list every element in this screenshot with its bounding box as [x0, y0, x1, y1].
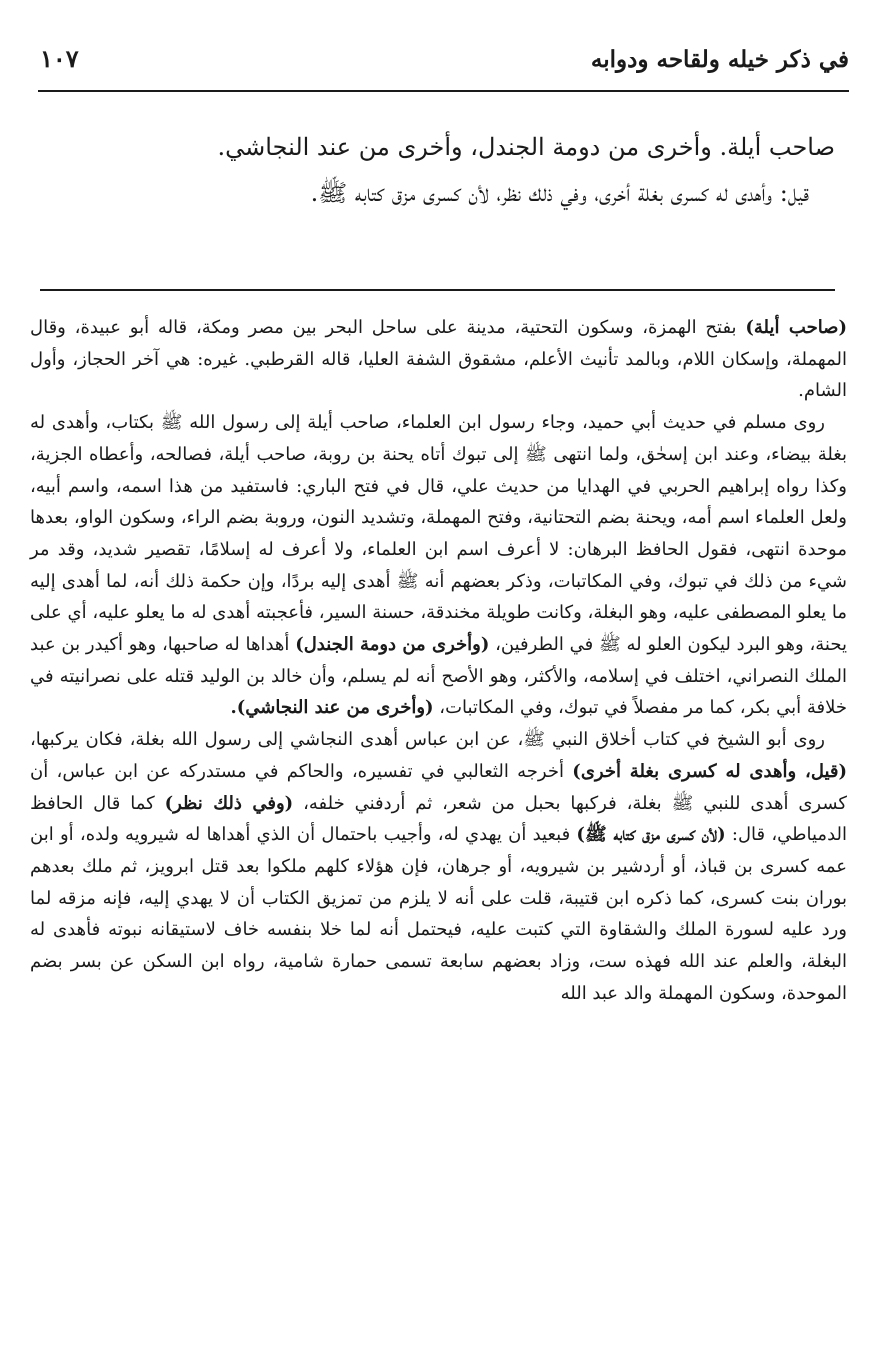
commentary-text: أخرجه الثعالبي في تفسيره، والحاكم في مستدركه عن ابن عباس، أن كسرى أهدى للنبي ﷺ بغلة، فركبها بحبل من شعر، ثم أردفني خلفه،: [30, 760, 847, 814]
running-title: في ذكر خيله ولقاحه ودوابه: [590, 46, 849, 73]
main-paragraph: صاحب أيلة. وأخرى من دومة الجندل، وأخرى من عند النجاشي.: [217, 133, 835, 161]
lemma: (وأخرى من عند النجاشي).: [230, 697, 434, 719]
lemma: (لأن كسرى مزق كتابه ﷺ): [576, 824, 726, 846]
commentary-text: فبعيد أن يهدي له، وأجيب باحتمال أن الذي أهداها له شيرويه ولده، أو ابن عمه كسرى بن قباذ، أو أردشير بن شيرويه، أو جرهان، فإن هؤلاء كلهم ملكوا بعد قتل ابرويز، ثم ملك بعدهم بوران بنت كسرى، كما ذكره ابن قتيبة، قلت على أنه لا يلزم من تمزيق الكتاب أن لا يهدي إليه، فإنه مزقه لما ورد عليه لسورة الملك والشقاوة التي كتبت عليه، فيحتمل أنه لما خلا بنفسه خاف لاستيقانه نبوته فأهدى له البغلة، والعلم عند الله فهذه ست، وزاد بعضهم سابعة تسمى حمارة شامية، رواه ابن السكن عن بسر بضم الموحدة، وسكون المهملة والد عبد الله: [30, 824, 847, 1004]
page-number: ١٠٧: [40, 44, 79, 73]
main-paragraph: قيل: وأهدى له كسرى بغلة أخرى، وفي ذلك نظر، لأن كسرى مزق كتابه ﷺ.: [310, 179, 809, 207]
main-text: [40, 124, 835, 216]
commentary-text: روى مسلم في حديث أبي حميد، وجاء رسول ابن العلماء، صاحب أيلة إلى رسول الله ﷺ بكتاب، وأهدى له بغلة بيضاء، وعند ابن إسحٰق، ولما انتهى ﷺ إلى تبوك أتاه يحنة بن روبة، صاحب أيلة، فصالحه، وأعطاه الجزية، وكذا رواه إبراهيم الحربي في الهدايا من حديث علي، قال في فتح الباري: فاستفيد من هذا اسمه، واسم أبيه، ولعل العلماء اسم أمه، ويحنة بضم التحتانية، وفتح المهملة، وتشديد النون، وروبة بضم الراء، وسكون الواو، بعدها موحدة انتهى، فقول الحافظ البرهان: لا أعرف اسم ابن العلماء، ولا أعرف له إسلامًا، تقصير شديد، وقد مر شيء من ذلك في تبوك، وفي المكاتبات، وذكر بعضهم أنه ﷺ أهدى إليه بردًا، وإن حكمة ذلك أنه، لما أهدى إليه ما يعلو المصطفى عليه، وهو البغلة، وكانت طويلة مخندقة، حسنة السير، فأعجبته أهدى له ما يعلو عليه، أي على يحنة، وهو البرد ليكون العلو له ﷺ في الطرفين،: [30, 412, 847, 656]
lemma: (صاحب أيلة): [745, 317, 847, 338]
lemma: (قيل، وأهدى له كسرى بغلة أخرى): [572, 760, 847, 782]
commentary-paragraph: [30, 724, 847, 1009]
commentary-text: كما قال الحافظ الدمياطي، قال:: [30, 792, 848, 846]
lemma: (وأخرى من دومة الجندل): [295, 634, 490, 656]
commentary-separator: [40, 289, 835, 291]
lemma: (وفي ذلك نظر): [164, 792, 294, 814]
commentary: [30, 312, 847, 1009]
header-rule: [38, 90, 849, 92]
commentary-text: روى أبو الشيخ في كتاب أخلاق النبي ﷺ، عن ابن عباس أهدى النجاشي إلى رسول الله بغلة، فكان يركبها،: [30, 729, 825, 751]
commentary-text: أهداها له صاحبها، وهو أكيدر بن عبد الملك النصراني، اختلف في إسلامه، والأكثر، وهو الأصح أنه لم يسلم، وأن خالد بن الوليد قتله على نصرانيته في خلافة أبي بكر، كما مر مفصلاً في تبوك، وفي المكاتبات،: [30, 634, 847, 719]
commentary-text: بفتح الهمزة، وسكون التحتية، مدينة على ساحل البحر بين مصر ومكة، قاله أبو عبيدة، وقال المهملة، وإسكان اللام، وبالمد تأنيث الأعلم، مشقوق الشفة العليا، قاله القرطبي. غيره: هي آخر الحجاز، وأول الشام.: [30, 317, 847, 402]
commentary-paragraph: [30, 312, 847, 407]
commentary-paragraph: [30, 407, 847, 724]
running-header: [40, 44, 849, 80]
